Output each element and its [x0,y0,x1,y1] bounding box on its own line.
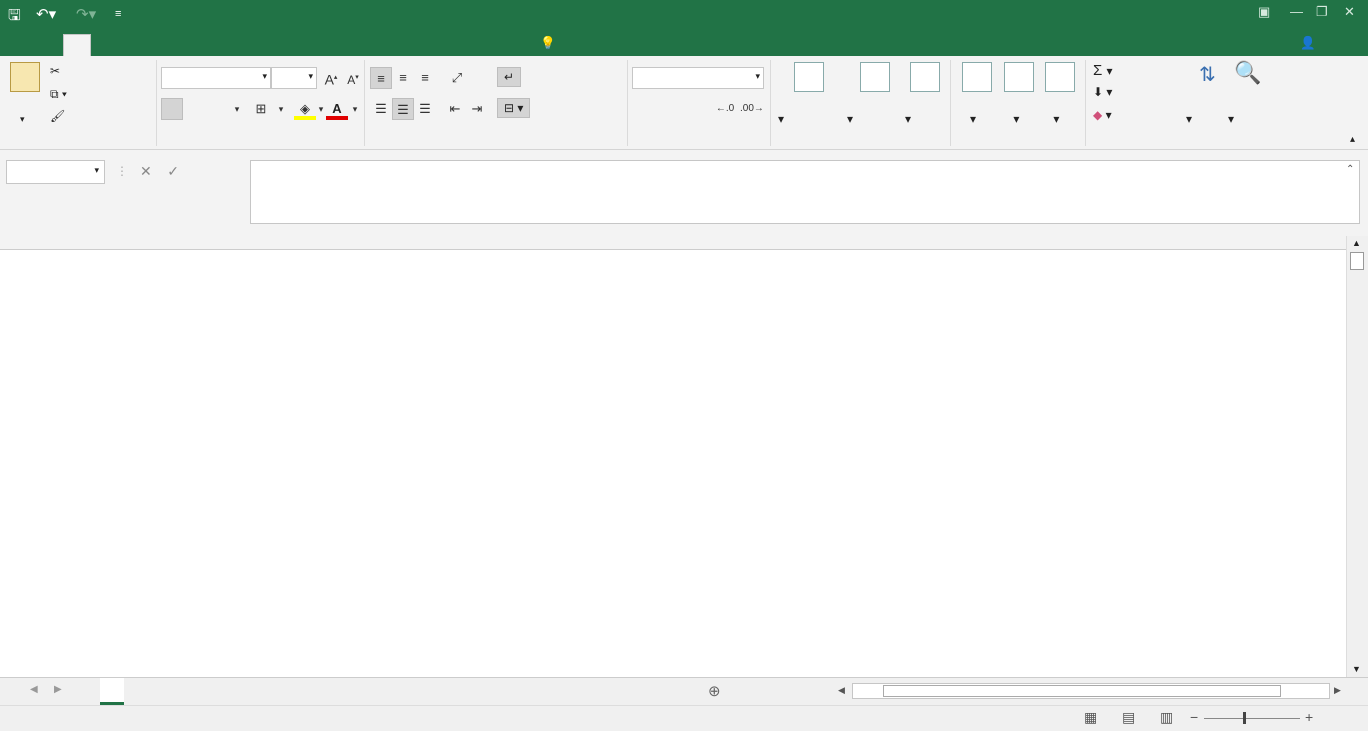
group-divider [770,60,771,146]
conditional-formatting-icon[interactable] [794,62,824,92]
autosum-button[interactable]: Σ ▾ [1093,62,1113,79]
font-name-select[interactable] [161,67,271,89]
sheet-tab-bar [0,677,1368,705]
ribbon-display-icon[interactable]: ▣ [1258,4,1271,19]
align-center-icon[interactable]: ☰ [392,98,414,120]
currency-button[interactable] [634,98,656,120]
format-painter-button[interactable] [50,109,65,123]
sigma-icon: Σ [1093,62,1107,79]
restore-icon[interactable]: ❐ [1316,4,1328,19]
ribbon-tabs [0,32,1368,56]
align-right-icon[interactable]: ☰ [419,101,431,116]
align-middle-icon[interactable]: ≡ [399,70,407,85]
format-cells-button[interactable]: ▾ [1040,112,1060,126]
paste-icon[interactable] [10,62,40,92]
align-top-icon[interactable]: ≡ [370,67,392,89]
format-as-table-button[interactable]: ▾ [847,112,854,126]
sheet-tab-thu-ly[interactable] [100,678,124,705]
delete-cells-icon[interactable] [1004,62,1034,92]
status-bar [0,705,1368,731]
page-layout-view-icon[interactable]: ▤ [1122,709,1136,725]
cut-button[interactable] [50,64,60,78]
copy-icon: ⧉ [50,87,62,101]
redo-icon[interactable]: ↷▾ [76,6,97,23]
sort-filter-icon[interactable]: ⇅ [1199,64,1216,86]
scroll-right-icon[interactable]: ▶ [1334,685,1341,695]
insert-cells-icon[interactable] [962,62,992,92]
fill-color-icon[interactable]: ◈ [294,98,316,120]
align-left-icon[interactable]: ☰ [375,101,387,116]
chevron-down-icon: ▾ [308,71,313,81]
collapse-ribbon-icon[interactable]: ▴ [1350,134,1356,145]
font-color-dropdown-icon[interactable]: ▾ [352,104,358,114]
zoom-out-icon[interactable]: − [1190,709,1199,725]
formula-bar [0,150,1368,236]
group-divider [1085,60,1086,146]
chevron-down-icon: ▾ [755,71,760,81]
number-format-select[interactable] [632,67,764,89]
enter-icon[interactable]: ✓ [167,163,180,179]
wrap-text-button[interactable] [497,67,521,87]
scissors-icon: ✂ [50,64,61,78]
tell-me-box[interactable] [540,36,556,51]
decrease-indent-icon[interactable]: ⇤ [449,101,461,116]
font-size-select[interactable] [271,67,317,89]
shrink-font-icon[interactable]: A▾ [347,73,359,87]
prev-sheet-icon[interactable]: ◀ [30,684,38,695]
orientation-icon[interactable]: ⤢ [451,70,463,85]
new-sheet-icon[interactable]: ⊕ [708,683,721,700]
group-divider [627,60,628,146]
person-icon: 👤 [1300,36,1316,50]
scroll-left-icon[interactable]: ◀ [838,685,845,695]
formula-input[interactable] [250,160,1360,224]
conditional-formatting-button[interactable]: ▾ [778,112,785,126]
more-icon: ⋮ [116,164,128,178]
delete-cells-button[interactable]: ▾ [1000,112,1020,126]
group-divider [156,60,157,146]
underline-button[interactable] [206,98,228,120]
customize-toolbar-icon[interactable]: ≡ [115,8,122,20]
copy-button[interactable]: ⧉ ▾ [50,87,67,101]
increase-indent-icon[interactable]: ⇥ [471,101,483,116]
column-headers [0,236,1346,250]
fill-dropdown-icon[interactable]: ▾ [318,104,324,114]
scroll-up-icon[interactable]: ▲ [1352,238,1361,248]
insert-cells-button[interactable]: ▾ [960,112,977,126]
scroll-thumb[interactable] [1350,252,1364,270]
underline-dropdown-icon[interactable]: ▾ [234,104,240,114]
horizontal-scrollbar[interactable] [852,683,1330,699]
decrease-decimal-icon[interactable]: .00→ [740,103,764,114]
minimize-icon[interactable]: — [1290,4,1303,19]
zoom-slider[interactable] [1204,718,1300,719]
increase-decimal-icon[interactable]: ←.0 [715,103,735,114]
eraser-icon: ◆ [1093,108,1106,122]
grow-font-icon[interactable]: A▴ [324,71,338,88]
format-cells-icon[interactable] [1045,62,1075,92]
formula-icons [140,163,195,181]
save-icon[interactable]: 🖫 [8,7,21,24]
font-color-icon[interactable]: A [326,98,348,120]
group-divider [950,60,951,146]
sort-filter-button[interactable]: ▾ [1186,112,1193,126]
comma-button[interactable] [690,98,712,120]
fill-button[interactable]: ⬇ ▾ [1093,85,1113,99]
normal-view-icon[interactable]: ▦ [1084,709,1098,725]
merge-center-button[interactable]: ⊟ ▾ [497,98,530,118]
scroll-down-icon[interactable]: ▼ [1352,664,1361,674]
zoom-slider-thumb[interactable] [1243,712,1246,724]
next-sheet-icon[interactable]: ▶ [54,684,62,695]
borders-icon[interactable]: ⊞ [255,101,267,116]
close-icon[interactable]: ✕ [1344,4,1355,19]
chevron-down-icon: ▾ [262,71,267,81]
italic-button[interactable] [184,98,206,120]
undo-icon[interactable]: ↶▾ [36,6,57,23]
merge-icon: ⊟ [504,101,518,115]
title-bar [0,0,1368,32]
collapse-formula-icon[interactable]: ⌃ [1346,164,1355,175]
group-divider [364,60,365,146]
share-button[interactable] [1300,36,1316,51]
page-break-view-icon[interactable]: ▥ [1160,709,1174,725]
clear-button[interactable]: ◆ ▾ [1093,108,1112,122]
paste-dropdown-icon[interactable]: ▾ [20,114,25,124]
cancel-icon[interactable]: ✕ [140,163,152,179]
find-select-icon[interactable]: 🔍 [1234,60,1262,85]
cell-styles-button[interactable]: ▾ [905,112,912,126]
brush-icon: 🖌 [50,109,66,123]
name-box[interactable] [6,160,105,184]
borders-dropdown-icon[interactable]: ▾ [278,104,284,114]
vertical-scrollbar[interactable] [1346,236,1368,677]
worksheet-grid[interactable] [0,236,1346,677]
lightbulb-icon: 💡 [540,36,556,50]
horizontal-scroll-thumb[interactable] [883,685,1281,697]
find-select-button[interactable]: ▾ [1228,112,1235,126]
wrap-icon: ↵ [504,70,515,84]
bold-button[interactable] [161,98,183,120]
align-bottom-icon[interactable]: ≡ [421,70,429,85]
zoom-in-icon[interactable]: + [1305,709,1314,725]
format-as-table-icon[interactable] [860,62,890,92]
fill-down-icon: ⬇ [1093,85,1107,99]
cell-styles-icon[interactable] [910,62,940,92]
percent-button[interactable] [668,98,690,120]
ribbon [0,56,1368,150]
tab-home[interactable] [63,34,91,56]
chevron-down-icon: ▾ [94,165,99,175]
